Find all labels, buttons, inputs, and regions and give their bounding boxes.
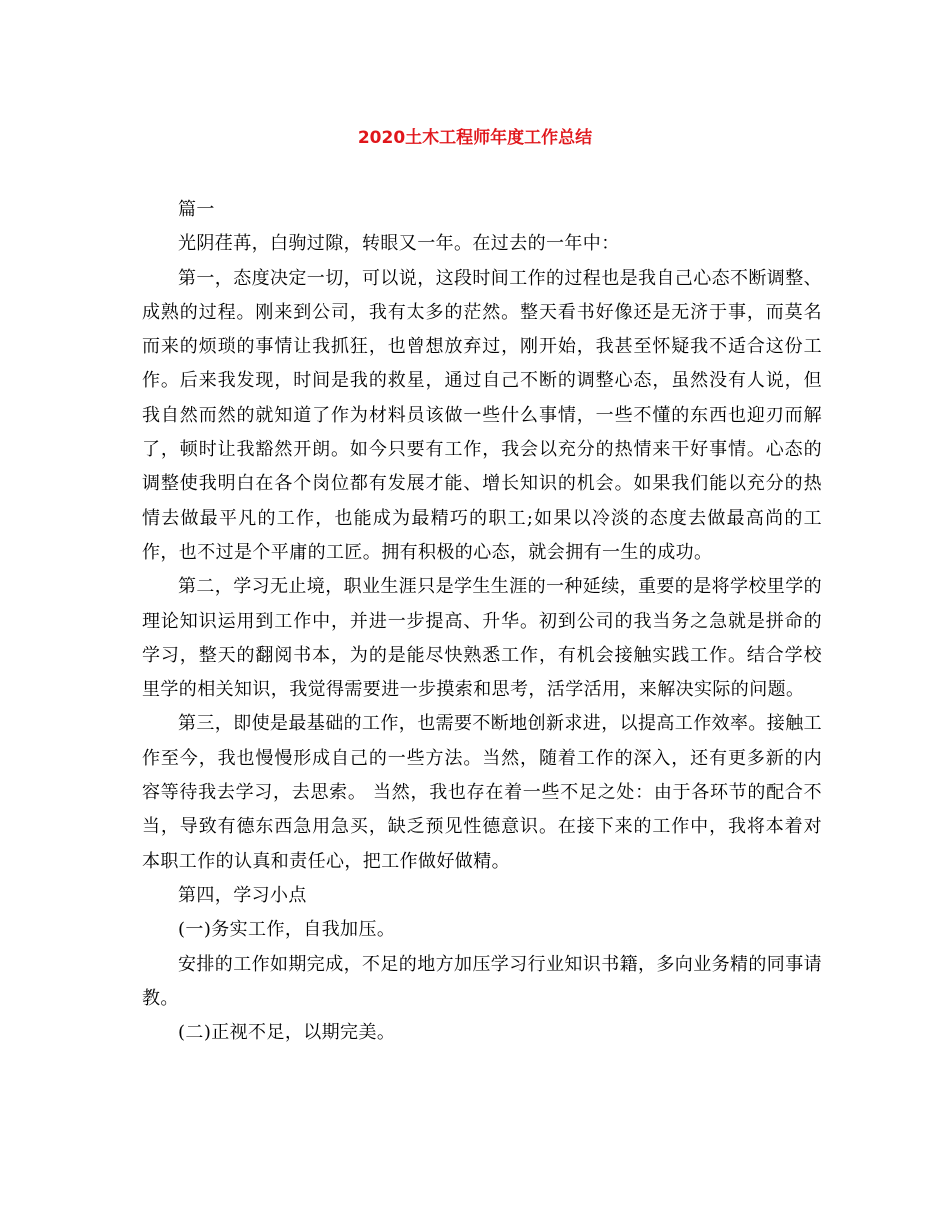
section-heading: 篇一 (178, 199, 215, 220)
document-title: 2020土木工程师年度工作总结 (357, 128, 593, 148)
paragraph: 光阴荏苒，白驹过隙，转眼又一年。在过去的一年中： (178, 233, 620, 255)
paragraph: 第四，学习小点 (178, 884, 307, 906)
paragraph: 第三，即使是最基础的工作，也需要不断地创新求进，以提高工作效率。接触工作至今，我也慢慢形成自己的一些方法。当然，随着工作的深入，还有更多新的内容等待我去学习，去思索。 当然，我也存在着一些不足之处：由于各环节的配合不当，导致有德东西急用急买，缺乏预见性德意识。在接下来的工作中，我将本着对本职工作的认真和责任心，把工作做好做精。 (142, 713, 822, 872)
document-body (142, 193, 822, 1050)
paragraph: 第二，学习无止境，职业生涯只是学生生涯的一种延续，重要的是将学校里学的理论知识运用到工作中，并进一步提高、升华。初到公司的我当务之急就是拼命的学习，整天的翻阅书本，为的是能尽快熟悉工作，有机会接触实践工作。结合学校里学的相关知识，我觉得需要进一步摸索和思考，活学活用，来解决实际的问题。 (142, 576, 822, 701)
paragraph: 第一，态度决定一切，可以说，这段时间工作的过程也是我自己心态不断调整、成熟的过程。刚来到公司，我有太多的茫然。整天看书好像还是无济于事，而莫名而来的烦琐的事情让我抓狂，也曾想放弃过，刚开始，我甚至怀疑我不适合这份工作。后来我发现，时间是我的救星，通过自己不断的调整心态，虽然没有人说，但我自然而然的就知道了作为材料员该做一些什么事情，一些不懂的东西也迎刃而解了，顿时让我豁然开朗。如今只要有工作，我会以充分的热情来干好事情。心态的调整使我明白在各个岗位都有发展才能、增长知识的机会。如果我们能以充分的热情去做最平凡的工作，也能成为最精巧的职工;如果以冷淡的态度去做最高尚的工作，也不过是个平庸的工匠。拥有积极的心态，就会拥有一生的成功。 (142, 267, 822, 563)
paragraph: (一)务实工作，自我加压。 (178, 919, 396, 941)
paragraph: (二)正视不足，以期完美。 (178, 1022, 396, 1044)
paragraph: 安排的工作如期完成，不足的地方加压学习行业知识书籍，多向业务精的同事请教。 (142, 953, 822, 1009)
